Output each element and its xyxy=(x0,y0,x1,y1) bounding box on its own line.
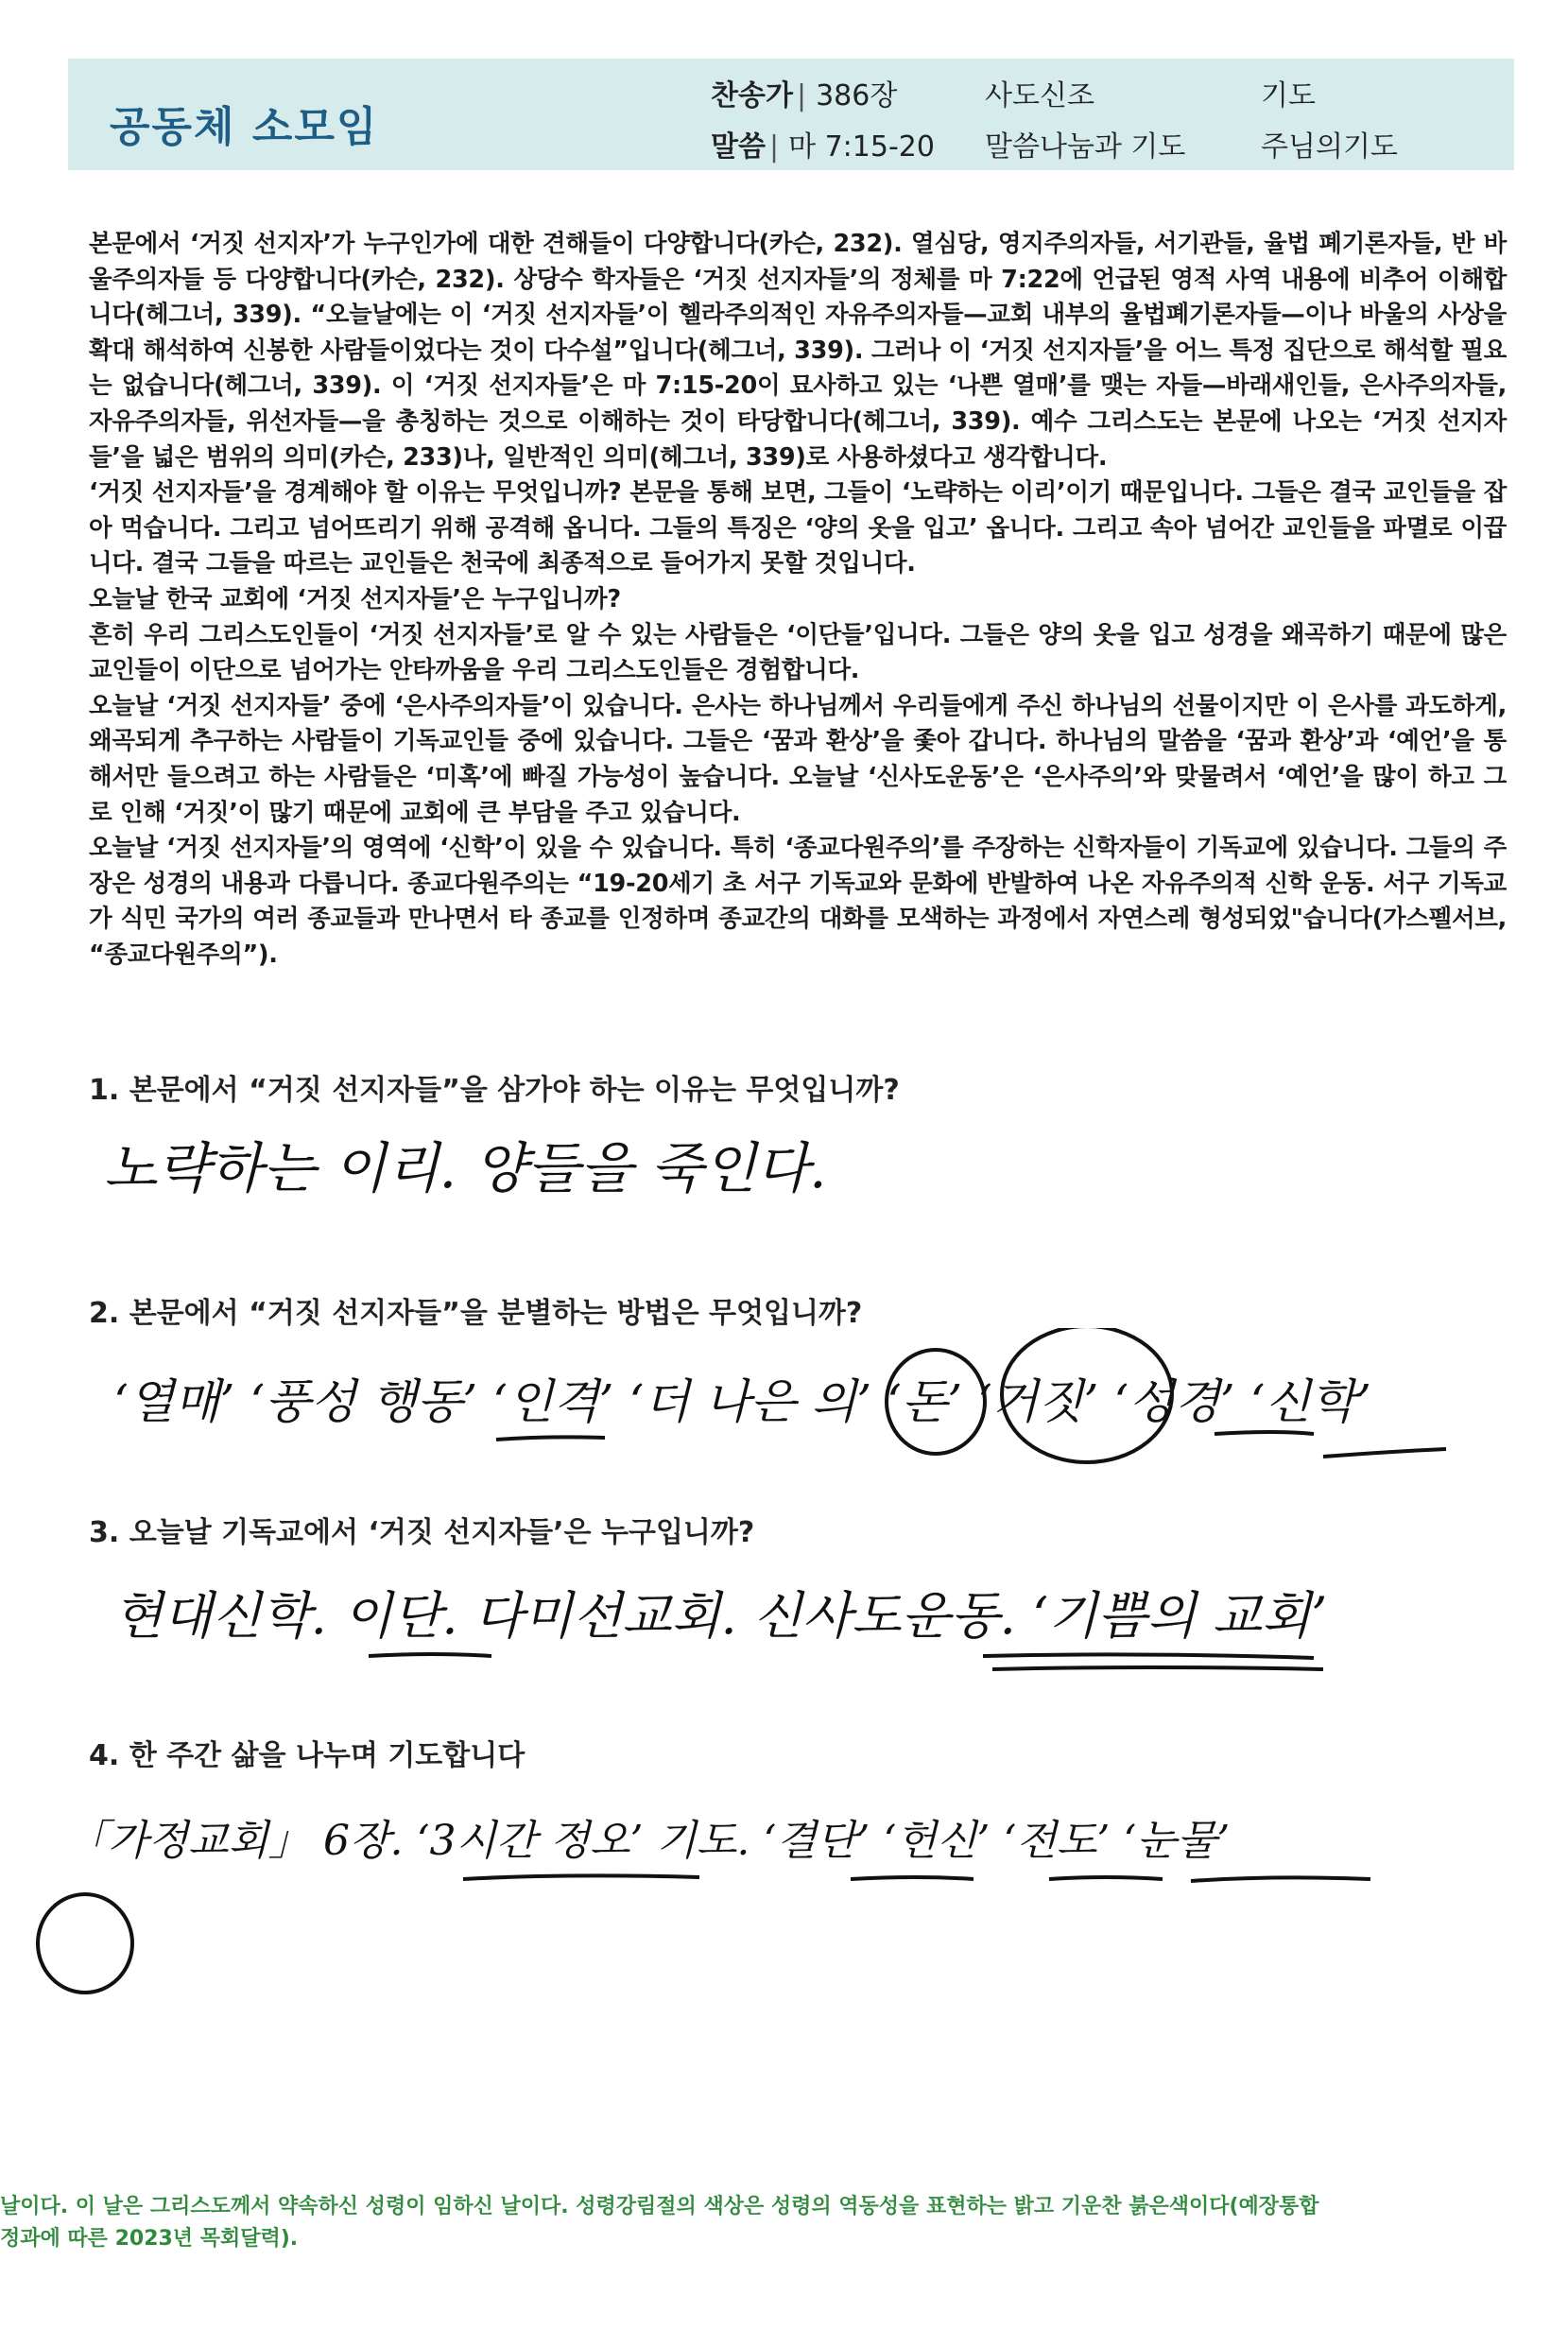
underline-mark xyxy=(851,1877,974,1879)
answer-1-handwriting xyxy=(95,1106,1456,1229)
paragraph: 오늘날 ‘거짓 선지자들’의 영역에 ‘신학’이 있을 수 있습니다. 특히 ‘종교다원주의’를 주장하는 신학자들이 기독교에 있습니다. 그들의 주장은 성경의 내용과 다릅니다. 종교다원주의는 “19-20세기 초 서구 기독교와 문화에 반발하여 나온 자유주의적 신학 운동. 서구 기독교가 식민 국가의 여러 종교들과 만나면서 타 종교를 인정하며 종교간의 대화를 모색하는 과정에서 자연스레 형성되었"습니다(가스펠서브, “종교다원주의”). xyxy=(89,834,1507,969)
answer-3-handwriting xyxy=(95,1550,1456,1683)
handwriting-svg xyxy=(95,1328,1456,1479)
hymn-label: 찬송가 xyxy=(711,79,793,112)
sharing-label: 말씀나눔과 기도 xyxy=(985,130,1186,164)
question-2: 2. 본문에서 “거짓 선지자들”을 분별하는 방법은 무엇입니까? xyxy=(89,1297,863,1330)
word-info: 말씀 | 마 7:15-20 xyxy=(711,130,935,164)
underline-mark xyxy=(1323,1449,1446,1457)
creed-label: 사도신조 xyxy=(985,79,1094,112)
lords-prayer-label: 주님의기도 xyxy=(1261,130,1398,164)
paragraph: 본문에서 ‘거짓 선지자’가 누구인가에 대한 견해들이 다양합니다(카슨, 232). 열심당, 영지주의자들, 서기관들, 율법 폐기론자들, 반 바울주의자들 등 다양합니다(카슨, 232). 상당수 학자들은 ‘거짓 선지자들’의 정체를 마 7:22에 언급된 영적 사역 내용에 비추어 이해합니다(헤그너, 339). “오늘날에는 이 ‘거짓 선지자들’이 헬라주의적인 자유주의자들—교회 내부의 율법폐기론자들—이나 바울의 사상을 확대 해석하여 신봉한 사람들이었다는 것이 다수설”입니다(헤그너, 339). 그러나 이 ‘거짓 선지자들’을 어느 특정 집단으로 해석할 필요는 없습니다(헤그너, 339). 이 ‘거짓 선지자들’은 마 7:15-20이 묘사하고 있는 ‘나쁜 열매’를 맺는 자들—바래새인들, 은사주의자들, 자유주의자들, 위선자들—을 총칭하는 것으로 이해하는 것이 타당합니다(헤그너, 339). 예수 그리스도는 본문에 나오는 ‘거짓 선지자들’을 넓은 범위의 의미(카슨, 233)나, 일반적인 의미(헤그너, 339)로 사용하셨다고 생각합니다. xyxy=(89,230,1507,472)
paragraph: 흔히 우리 그리스도인들이 ‘거짓 선지자들’로 알 수 있는 사람들은 ‘이단들’입니다. 그들은 양의 옷을 입고 성경을 왜곡하기 때문에 많은 교인들이 이단으로 넘어가는 안타까움을 우리 그리스도인들은 경험합니다. xyxy=(89,620,1507,685)
answer-4-handwriting xyxy=(19,1773,1456,2000)
underline-mark xyxy=(463,1875,699,1879)
paragraph: ‘거짓 선지자들’을 경계해야 할 이유는 무엇입니까? 본문을 통해 보면, 그들이 ‘노략하는 이리’이기 때문입니다. 그들은 결국 교인들을 잡아 먹습니다. 그리고 넘어뜨리기 위해 공격해 옵니다. 그들의 특징은 ‘양의 옷을 입고’ 옵니다. 그리고 속아 넘어간 교인들을 파멸로 이끕니다. 결국 그들을 따르는 교인들은 천국에 최종적으로 들어가지 못할 것입니다. xyxy=(89,478,1507,578)
answer-2-text: ‘열매’ ‘풍성 행동’ ‘인격’ ‘더 나은 의’ ‘돈’ ‘거짓’ ‘성경’ ‘신학’ xyxy=(113,1374,1371,1429)
word-value: 마 7:15-20 xyxy=(788,130,935,164)
answer-4-text: 「가정교회」 6장. ‘3시간 정오’ 기도. ‘결단’ ‘헌신’ ‘전도’ ‘눈물’ xyxy=(66,1817,1231,1865)
answer-2-handwriting xyxy=(95,1328,1456,1479)
underline-mark xyxy=(983,1654,1314,1658)
word-label: 말씀 xyxy=(711,130,766,164)
handwriting-svg xyxy=(95,1550,1456,1683)
underline-mark xyxy=(992,1667,1323,1669)
handwriting-svg xyxy=(95,1106,1456,1229)
underline-mark xyxy=(1191,1877,1370,1881)
underline-mark xyxy=(369,1654,491,1656)
circle-mark xyxy=(38,1894,132,1993)
paragraph: 오늘날 한국 교회에 ‘거짓 선지자들’은 누구입니까? xyxy=(89,584,621,613)
prayer-label: 기도 xyxy=(1261,79,1316,112)
question-3: 3. 오늘날 기독교에서 ‘거짓 선지자들’은 누구입니까? xyxy=(89,1516,755,1549)
answer-3-text: 현대신학. 이단. 다미선교회. 신사도운동. ‘기쁨의 교회’ xyxy=(113,1586,1328,1646)
paragraph: 오늘날 ‘거짓 선지자들’ 중에 ‘은사주의자들’이 있습니다. 은사는 하나님께서 우리들에게 주신 하나님의 선물이지만 이 은사를 과도하게, 왜곡되게 추구하는 사람들이 기독교인들 중에 있습니다. 그들은 ‘꿈과 환상’을 좇아 갑니다. 하나님의 말씀을 ‘꿈과 환상’과 ‘예언’을 통해서만 들으려고 하는 사람들은 ‘미혹’에 빠질 가능성이 높습니다. 오늘날 ‘신사도운동’은 ‘은사주의’와 맞물려서 ‘예언’을 많이 하고 그로 인해 ‘거짓’이 많기 때문에 교회에 큰 부담을 주고 있습니다. xyxy=(89,691,1507,827)
hymn-value: 386장 xyxy=(816,79,898,112)
answer-1-text: 노략하는 이리. 양들을 죽인다. xyxy=(104,1136,827,1200)
underline-mark xyxy=(1215,1432,1314,1434)
footer-note xyxy=(0,2191,1512,2255)
handwriting-svg xyxy=(19,1773,1456,2000)
question-4: 4. 한 주간 삶을 나누며 기도합니다 xyxy=(89,1739,526,1772)
hymn-info: 찬송가 | 386장 xyxy=(711,79,898,112)
question-1: 1. 본문에서 “거짓 선지자들”을 삼가야 하는 이유는 무엇입니까? xyxy=(89,1074,900,1107)
commentary-body xyxy=(89,227,1507,973)
header-banner xyxy=(68,59,1514,170)
footer-line-1: 날이다. 이 날은 그리스도께서 약속하신 성령이 임하신 날이다. 성령강림절의 색상은 성령의 역동성을 표현하는 밝고 기운찬 붉은색이다(예장통합 xyxy=(0,2195,1319,2218)
page-title: 공동체 소모임 xyxy=(110,103,379,151)
footer-line-2: 정과에 따른 2023년 목회달력). xyxy=(0,2227,299,2251)
underline-mark xyxy=(496,1437,605,1440)
underline-mark xyxy=(1049,1877,1163,1879)
